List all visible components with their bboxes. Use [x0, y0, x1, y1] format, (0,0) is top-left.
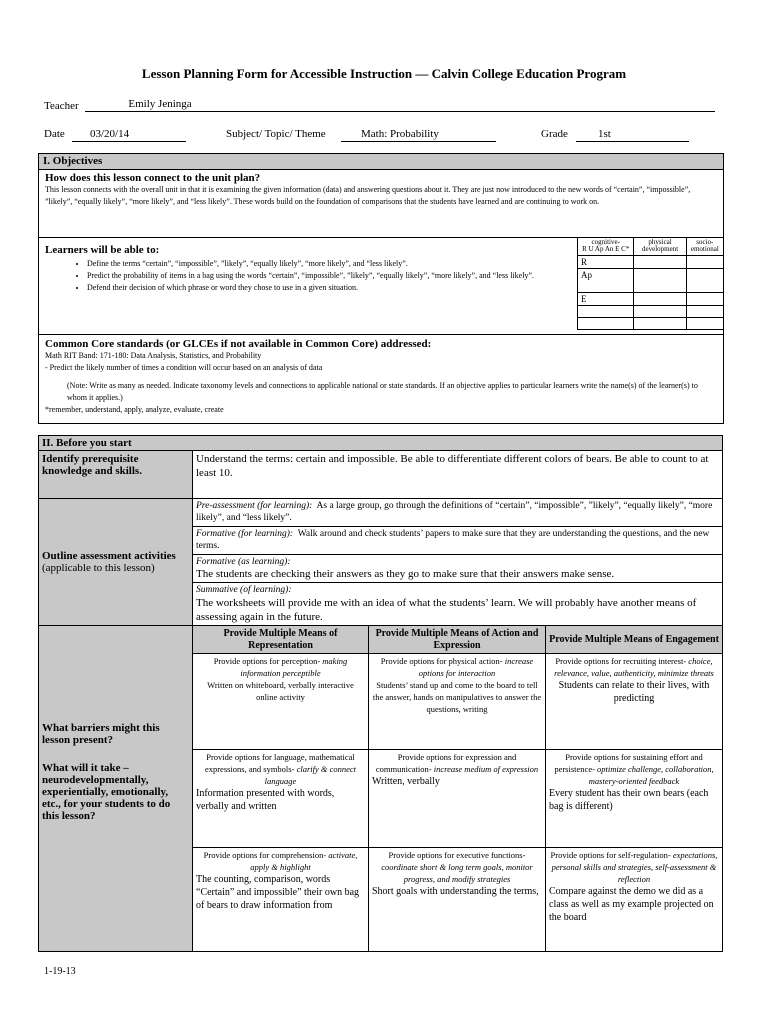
standards-line: - Predict the likely number of times a condition will occur based on an analysis of data — [45, 363, 323, 372]
prereq-label: Identify prerequisite knowledge and skills. — [39, 451, 193, 499]
teacher-row — [44, 98, 715, 112]
udl-guideline: clarify & connect language — [264, 764, 357, 786]
formative-as-value: The students are checking their answers as they go to make sure that their answers make sense. — [196, 568, 615, 580]
udl-lead: Provide options for physical action- — [380, 656, 503, 666]
udl-guideline: expectations, personal skills and strategies, self-assessment & reflection — [551, 850, 718, 884]
subject-value: Math: Probability — [361, 128, 439, 140]
before-header: II. Before you start — [39, 436, 723, 451]
assessment-label-cell — [39, 499, 193, 626]
page-title: Lesson Planning Form for Accessible Instruction — Calvin College Education Program — [141, 66, 627, 81]
teacher-field — [85, 98, 715, 112]
grade-value: 1st — [598, 128, 611, 140]
assessment-label: Outline assessment activities — [42, 550, 176, 562]
udl-header-representation: Provide Multiple Means of Representation — [193, 626, 369, 654]
udl-lead: Provide options for self-regulation- — [550, 850, 671, 860]
udl-cell — [546, 848, 723, 952]
unit-connection-answer: This lesson connects with the overall unit in that it is examining the given information (data) and answering questions about it. They are just now introduced to the new words of “certain”, “impossible”, ”likely”, “equally likely”, “more likely”, and “less likely”. These words build on the foundation of comparisons that the students have learned and are continuing to work on. — [45, 185, 691, 206]
assessment-sublabel: (applicable to this lesson) — [42, 562, 155, 574]
summative-label: Summative (of learning): — [196, 585, 292, 595]
standards-block — [39, 335, 723, 416]
formative-for-value: Walk around and check students’ papers to make sure that they are understanding the questions, and the new terms. — [196, 529, 710, 551]
udl-response: Every student has their own bears (each bag is different) — [549, 788, 709, 812]
udl-guideline: choice, relevance, value, authenticity, minimize threats — [554, 656, 714, 678]
standards-line: Math RIT Band: 171-180: Data Analysis, Statistics, and Probability — [45, 351, 262, 360]
teacher-value: Emily Jeninga — [128, 98, 192, 110]
formative-as-label: Formative (as learning): — [196, 557, 291, 567]
date-label: Date — [44, 128, 65, 140]
requirements-label: What will it take – neurodevelopmentally, experientially, emotionally, etc., for your students to do this lesson? — [42, 762, 171, 822]
taxonomy-cell — [578, 318, 634, 330]
udl-guideline: coordinate short & long term goals, monitor progress, and modify strategies — [381, 862, 533, 884]
udl-guideline: increase medium of expression — [433, 764, 539, 774]
grade-label: Grade — [541, 128, 568, 140]
udl-lead: Provide options for expression and communication- — [375, 752, 517, 774]
udl-lead: Provide options for comprehension- — [203, 850, 327, 860]
objectives-header: I. Objectives — [39, 154, 723, 170]
objectives-section — [38, 153, 724, 424]
unit-connection-block — [39, 170, 723, 238]
objective-item: • Define the terms “certain”, “impossible”, ”likely”, “equally likely”, “more likely”, and “less likely”. — [87, 258, 557, 270]
standards-note: (Note: Write as many as needed. Indicate taxonomy levels and connections to applicable national or state standards. If an objective applies to particular learners write the name(s) of the learner(s) to whom it applies.) — [67, 381, 698, 402]
grade-field — [576, 128, 689, 142]
udl-response: Information presented with words, verbally and written — [196, 788, 335, 812]
udl-cell — [369, 654, 546, 750]
taxonomy-header-socio: socio- emotional — [686, 238, 723, 256]
formative-for-cell — [193, 527, 723, 555]
pre-assessment-value: As a large group, go through the definitions of “certain”, “impossible”, ”likely”, “equally likely”, “more likely”, and “less likely”. — [196, 501, 713, 523]
udl-guideline: making information perceptible — [240, 656, 348, 678]
before-table — [38, 435, 723, 952]
teacher-label: Teacher — [44, 100, 79, 112]
udl-response: Written, verbally — [372, 776, 440, 787]
objectives-list — [87, 258, 557, 294]
udl-lead: Provide options for executive functions- — [388, 850, 526, 860]
barriers-label-cell — [39, 626, 193, 952]
udl-response: The counting, comparison, words “Certain” and impossible” their own bag of bears to draw information from — [196, 874, 360, 911]
udl-cell — [193, 848, 369, 952]
standards-question: Common Core standards (or GLCEs if not available in Common Core) addressed: — [45, 338, 432, 350]
objective-item: • Defend their decision of which phrase or word they chose to use in a given situation. — [87, 282, 557, 294]
before-section — [38, 435, 722, 955]
taxonomy-cell — [578, 306, 634, 318]
udl-response: Compare against the demo we did as a class as well as my example projected on the board — [549, 886, 714, 923]
udl-cell — [546, 654, 723, 750]
taxonomy-header-physical: physical development — [634, 238, 686, 256]
udl-lead: Provide options for language, mathematical expressions, and symbols- — [204, 752, 355, 774]
udl-lead: Provide options for sustaining effort and persistence- — [554, 752, 703, 774]
date-value: 03/20/14 — [90, 128, 130, 140]
udl-response: Short goals with understanding the terms, — [372, 886, 539, 897]
udl-response: Students’ stand up and come to the board to tell the answer, hands on manipulatives to answer the questions, writing — [372, 680, 542, 714]
taxonomy-header-cognitive: cognitive- R U Ap An E C* — [578, 238, 634, 256]
udl-cell — [193, 654, 369, 750]
udl-cell — [193, 750, 369, 848]
udl-cell — [369, 848, 546, 952]
learners-block — [39, 238, 723, 335]
udl-lead: Provide options for perception- — [213, 656, 321, 666]
learners-question: Learners will be able to: — [45, 244, 160, 256]
udl-response: Written on whiteboard, verbally interactive online activity — [207, 680, 354, 702]
taxonomy-cell: Ap — [578, 269, 634, 293]
pre-assessment-cell — [193, 499, 723, 527]
udl-cell — [546, 750, 723, 848]
taxonomy-note: *remember, understand, apply, analyze, evaluate, create — [45, 405, 224, 414]
pre-assessment-label: Pre-assessment (for learning): — [196, 501, 313, 511]
subject-field — [341, 128, 496, 142]
taxonomy-cell: R — [578, 256, 634, 269]
udl-cell — [369, 750, 546, 848]
udl-header-action: Provide Multiple Means of Action and Expression — [369, 626, 546, 654]
date-field — [72, 128, 186, 142]
udl-header-engagement: Provide Multiple Means of Engagement — [546, 626, 723, 654]
udl-guideline: optimize challenge, collaboration, mastery-oriented feedback — [588, 764, 714, 786]
unit-connection-question: How does this lesson connect to the unit plan? — [45, 172, 261, 184]
prereq-value: Understand the terms: certain and impossible. Be able to differentiate different colors of bears. Be able to count to at least 10. — [193, 451, 723, 499]
formative-as-cell — [193, 555, 723, 583]
udl-response: Students can relate to their lives, with predicting — [558, 680, 710, 704]
taxonomy-table — [577, 237, 724, 330]
summative-value: The worksheets will provide me with an idea of what the students’ learn. We will probably have another means of assessing again in the future. — [196, 597, 697, 623]
objective-item: • Predict the probability of items in a bag using the words “certain”, “impossible”, ”likely”, “equally likely”, “more likely”, and “less likely”. — [87, 270, 557, 282]
footer-date: 1-19-13 — [44, 966, 76, 977]
udl-guideline: activate, apply & highlight — [250, 850, 358, 872]
summative-cell — [193, 583, 723, 626]
udl-guideline: increase options for interaction — [418, 656, 534, 678]
barriers-label: What barriers might this lesson present? — [42, 722, 160, 746]
taxonomy-cell: E — [578, 293, 634, 306]
udl-lead: Provide options for recruiting interest- — [555, 656, 687, 666]
formative-for-label: Formative (for learning): — [196, 529, 294, 539]
subject-label: Subject/ Topic/ Theme — [226, 128, 326, 140]
